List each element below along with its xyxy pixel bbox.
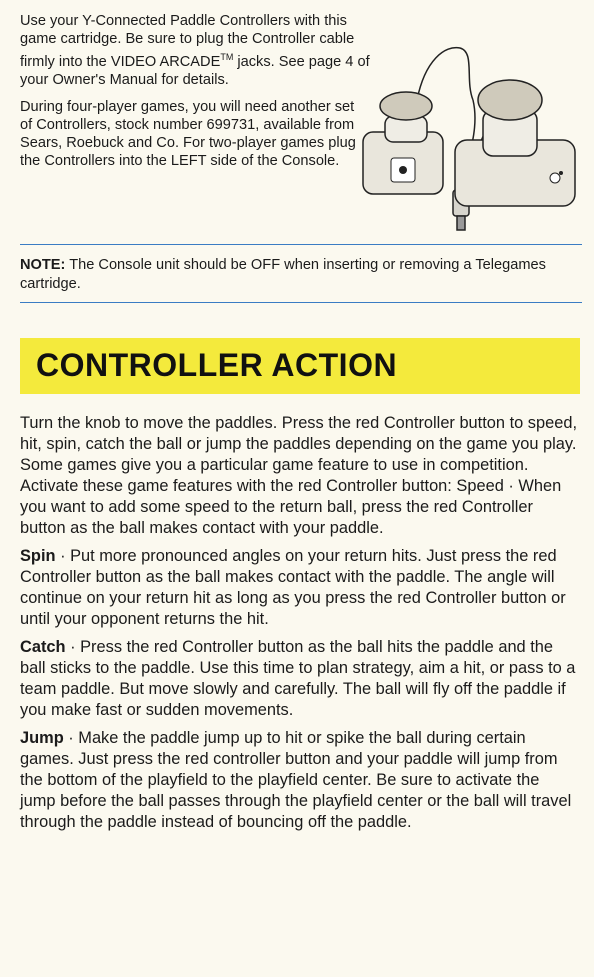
divider-bottom — [20, 302, 582, 303]
section-banner — [20, 338, 580, 394]
intro-paragraph-1: Use your Y-Connected Paddle Controllers with this game cartridge. Be sure to plug the Controller cable firmly into the VIDEO ARCADE™ jacks. See page 4 of your Owner's Manual for details. — [20, 13, 370, 89]
left-paddle-controller — [363, 92, 443, 194]
divider-top — [20, 244, 582, 245]
body-paragraph-intro: Turn the knob to move the paddles. Press the red Controller button to speed, hit, spin, catch the ball or jump the paddles depending on the game you play. Some games give you a particular game feature to use in competition. Activate these game features with the red Controller button: Speed · When you want to add some speed to the return ball, press the red Controller button as the ball makes contact with your paddle. — [20, 414, 578, 537]
cable — [417, 48, 473, 100]
intro-paragraph-2: During four-player games, you will need another set of Controllers, stock number 699731, available from Sears, Roebuck and Co. For two-player games plug the Controllers into the LEFT side of the Console. — [20, 98, 356, 170]
section-title: CONTROLLER ACTION — [36, 347, 398, 383]
controller-action-text — [20, 413, 578, 840]
intro-text — [20, 12, 370, 178]
body-paragraph-catch: Catch · Press the red Controller button as the ball hits the paddle and the ball sticks to the paddle. Use this time to plan strategy, aim a hit, or pass to a team paddle. But move slowly and carefully. The ball will fly off the paddle if you make fast or sudden movements. — [20, 638, 576, 719]
trademark-sup: TM — [220, 52, 234, 63]
note-label: NOTE: — [20, 257, 66, 273]
note-text: NOTE: The Console unit should be OFF when inserting or removing a Telegames cartridge. — [20, 257, 546, 292]
body-paragraph-spin: Spin · Put more pronounced angles on your return hits. Just press the red Controller button as the ball makes contact with the paddle. The angle will continue on your return hit as long as you press the red Controller button or until your opponent returns the hit. — [20, 547, 566, 628]
body-paragraph-jump: Jump · Make the paddle jump up to hit or spike the ball during certain games. Just press the red controller button and your paddle will jump from the bottom of the playfield to the playfield center. Be sure to activate the jump before the ball passes through the playfield center or the ball will travel through the paddle instead of bouncing off the paddle. — [20, 729, 572, 831]
paddle-controllers-illustration — [355, 40, 585, 240]
